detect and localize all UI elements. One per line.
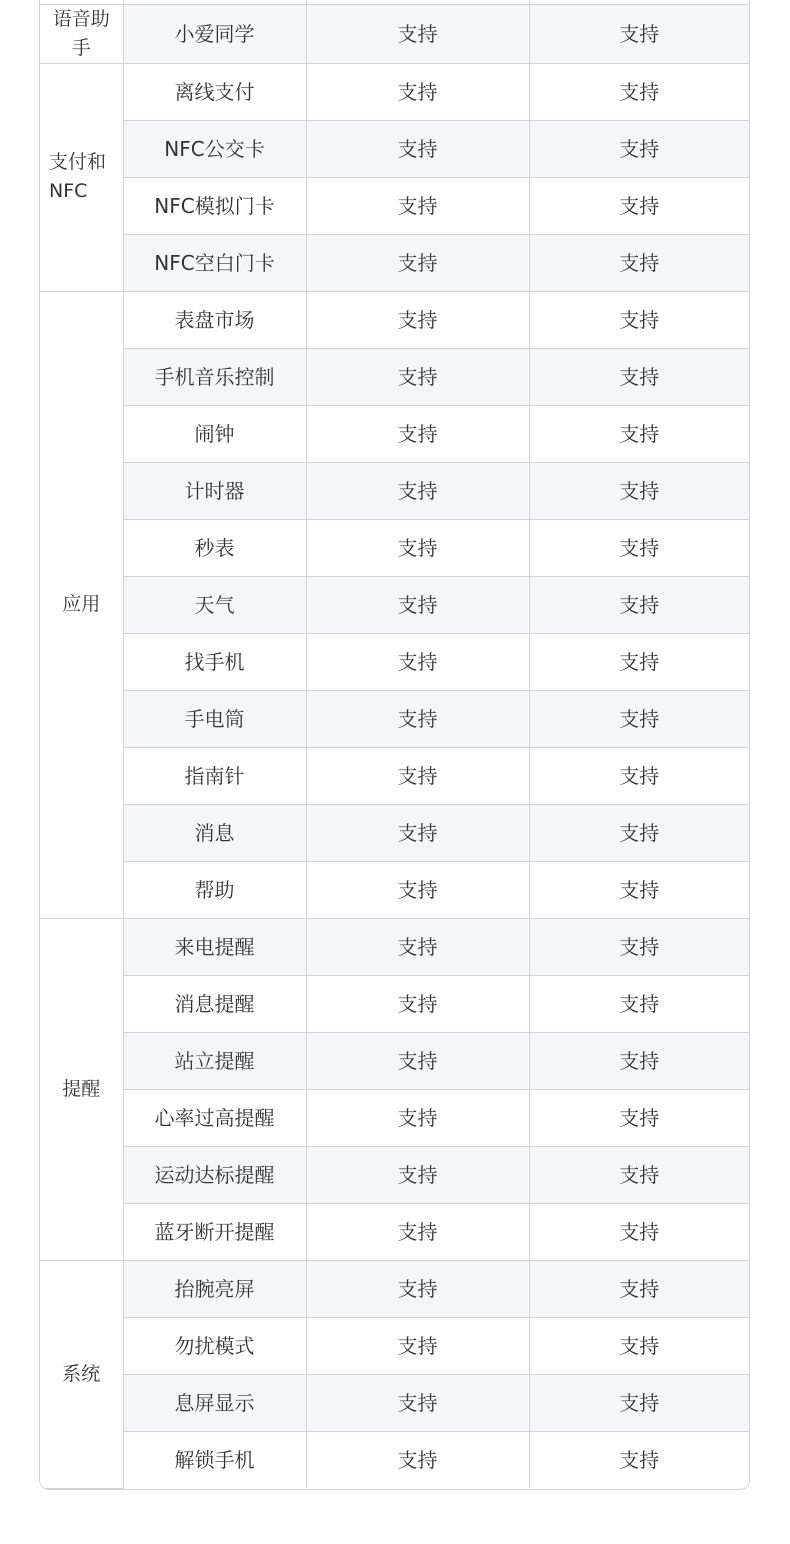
table-row bbox=[40, 1146, 749, 1203]
feature-name-cell: 表盘市场 bbox=[123, 291, 306, 348]
feature-name-cell: NFC模拟门卡 bbox=[123, 177, 306, 234]
feature-name-cell: 息屏显示 bbox=[123, 1374, 306, 1431]
table-row bbox=[40, 804, 749, 861]
feature-name-cell: 天气 bbox=[123, 576, 306, 633]
group-label-cell: 应用 bbox=[40, 291, 123, 918]
support-cell-col1: 支持 bbox=[306, 975, 529, 1032]
feature-name-cell: 消息 bbox=[123, 804, 306, 861]
support-cell-col2: 支持 bbox=[529, 291, 749, 348]
support-cell-col2: 支持 bbox=[529, 1089, 749, 1146]
feature-name-cell: 勿扰模式 bbox=[123, 1317, 306, 1374]
group-label-cell: 系统 bbox=[40, 1260, 123, 1488]
support-cell-col1: 支持 bbox=[306, 747, 529, 804]
support-cell-col1: 支持 bbox=[306, 1260, 529, 1317]
support-cell-col2: 支持 bbox=[529, 690, 749, 747]
feature-name-cell: 来电提醒 bbox=[123, 918, 306, 975]
table-row bbox=[40, 918, 749, 975]
support-cell-col1: 支持 bbox=[306, 918, 529, 975]
support-cell-col1: 支持 bbox=[306, 633, 529, 690]
feature-name-cell: 手电筒 bbox=[123, 690, 306, 747]
table-row bbox=[40, 177, 749, 234]
feature-name-cell: 蓝牙断开提醒 bbox=[123, 1203, 306, 1260]
support-cell-col1: 支持 bbox=[306, 4, 529, 63]
feature-name-cell: 站立提醒 bbox=[123, 1032, 306, 1089]
support-cell-col2: 支持 bbox=[529, 1032, 749, 1089]
feature-name-cell: 心率过高提醒 bbox=[123, 1089, 306, 1146]
table-row bbox=[40, 747, 749, 804]
table-row bbox=[40, 576, 749, 633]
support-cell-col1: 支持 bbox=[306, 1146, 529, 1203]
table-row bbox=[40, 1089, 749, 1146]
spec-table bbox=[40, 0, 749, 1489]
table-row bbox=[40, 1032, 749, 1089]
table-row bbox=[40, 861, 749, 918]
group-label-cell: 支付和NFC bbox=[40, 63, 123, 291]
support-cell-col1: 支持 bbox=[306, 804, 529, 861]
feature-name-cell: 秒表 bbox=[123, 519, 306, 576]
support-cell-col2: 支持 bbox=[529, 177, 749, 234]
feature-name-cell: 指南针 bbox=[123, 747, 306, 804]
table-row bbox=[40, 234, 749, 291]
feature-name-cell: 帮助 bbox=[123, 861, 306, 918]
feature-comparison-table bbox=[39, 0, 750, 1490]
support-cell-col2: 支持 bbox=[529, 747, 749, 804]
table-row bbox=[40, 462, 749, 519]
feature-name-cell: 手机音乐控制 bbox=[123, 348, 306, 405]
support-cell-col1: 支持 bbox=[306, 291, 529, 348]
support-cell-col1: 支持 bbox=[306, 861, 529, 918]
support-cell-col1: 支持 bbox=[306, 177, 529, 234]
table-row bbox=[40, 120, 749, 177]
feature-name-cell: 运动达标提醒 bbox=[123, 1146, 306, 1203]
support-cell-col1: 支持 bbox=[306, 1089, 529, 1146]
feature-name-cell: 离线支付 bbox=[123, 63, 306, 120]
support-cell-col2: 支持 bbox=[529, 120, 749, 177]
support-cell-col2: 支持 bbox=[529, 348, 749, 405]
support-cell-col1: 支持 bbox=[306, 405, 529, 462]
table-body bbox=[40, 0, 749, 1488]
support-cell-col2: 支持 bbox=[529, 1260, 749, 1317]
support-cell-col1: 支持 bbox=[306, 690, 529, 747]
feature-name-cell: 找手机 bbox=[123, 633, 306, 690]
support-cell-col2: 支持 bbox=[529, 804, 749, 861]
feature-name-cell: 抬腕亮屏 bbox=[123, 1260, 306, 1317]
support-cell-col1: 支持 bbox=[306, 1317, 529, 1374]
table-row bbox=[40, 291, 749, 348]
support-cell-col1: 支持 bbox=[306, 1431, 529, 1488]
support-cell-col1: 支持 bbox=[306, 63, 529, 120]
feature-name-cell: 计时器 bbox=[123, 462, 306, 519]
support-cell-col2: 支持 bbox=[529, 234, 749, 291]
support-cell-col2: 支持 bbox=[529, 1374, 749, 1431]
table-row bbox=[40, 63, 749, 120]
table-row bbox=[40, 4, 749, 63]
table-row bbox=[40, 1374, 749, 1431]
group-label-cell: 语音助手 bbox=[40, 4, 123, 63]
support-cell-col2: 支持 bbox=[529, 861, 749, 918]
table-row bbox=[40, 1203, 749, 1260]
support-cell-col2: 支持 bbox=[529, 4, 749, 63]
support-cell-col2: 支持 bbox=[529, 576, 749, 633]
table-row bbox=[40, 348, 749, 405]
support-cell-col2: 支持 bbox=[529, 1146, 749, 1203]
support-cell-col2: 支持 bbox=[529, 918, 749, 975]
support-cell-col2: 支持 bbox=[529, 975, 749, 1032]
support-cell-col1: 支持 bbox=[306, 1374, 529, 1431]
support-cell-col2: 支持 bbox=[529, 405, 749, 462]
group-label-cell: 提醒 bbox=[40, 918, 123, 1260]
support-cell-col1: 支持 bbox=[306, 576, 529, 633]
support-cell-col2: 支持 bbox=[529, 519, 749, 576]
support-cell-col1: 支持 bbox=[306, 519, 529, 576]
support-cell-col1: 支持 bbox=[306, 234, 529, 291]
table-row bbox=[40, 975, 749, 1032]
feature-name-cell: 小爱同学 bbox=[123, 4, 306, 63]
support-cell-col2: 支持 bbox=[529, 63, 749, 120]
support-cell-col2: 支持 bbox=[619, 1447, 660, 1472]
feature-name-cell: NFC空白门卡 bbox=[123, 234, 306, 291]
support-cell-col1: 支持 bbox=[306, 1032, 529, 1089]
support-cell-col2: 支持 bbox=[529, 1203, 749, 1260]
feature-name-cell: 闹钟 bbox=[123, 405, 306, 462]
support-cell-col1: 支持 bbox=[306, 348, 529, 405]
support-cell-col2: 支持 bbox=[529, 633, 749, 690]
table-row bbox=[40, 633, 749, 690]
table-row bbox=[40, 405, 749, 462]
feature-name-cell: NFC公交卡 bbox=[123, 120, 306, 177]
support-cell-col1: 支持 bbox=[306, 120, 529, 177]
table-row bbox=[40, 519, 749, 576]
table-row bbox=[40, 1317, 749, 1374]
support-cell-col2: 支持 bbox=[529, 462, 749, 519]
feature-name-cell: 消息提醒 bbox=[123, 975, 306, 1032]
feature-name-cell: 解锁手机 bbox=[123, 1431, 306, 1488]
support-cell-col2: 支持 bbox=[529, 1317, 749, 1374]
table-row bbox=[40, 690, 749, 747]
support-cell-col1: 支持 bbox=[306, 462, 529, 519]
support-cell-col1: 支持 bbox=[306, 1203, 529, 1260]
table-row bbox=[40, 1260, 749, 1317]
table-row bbox=[40, 1431, 749, 1488]
